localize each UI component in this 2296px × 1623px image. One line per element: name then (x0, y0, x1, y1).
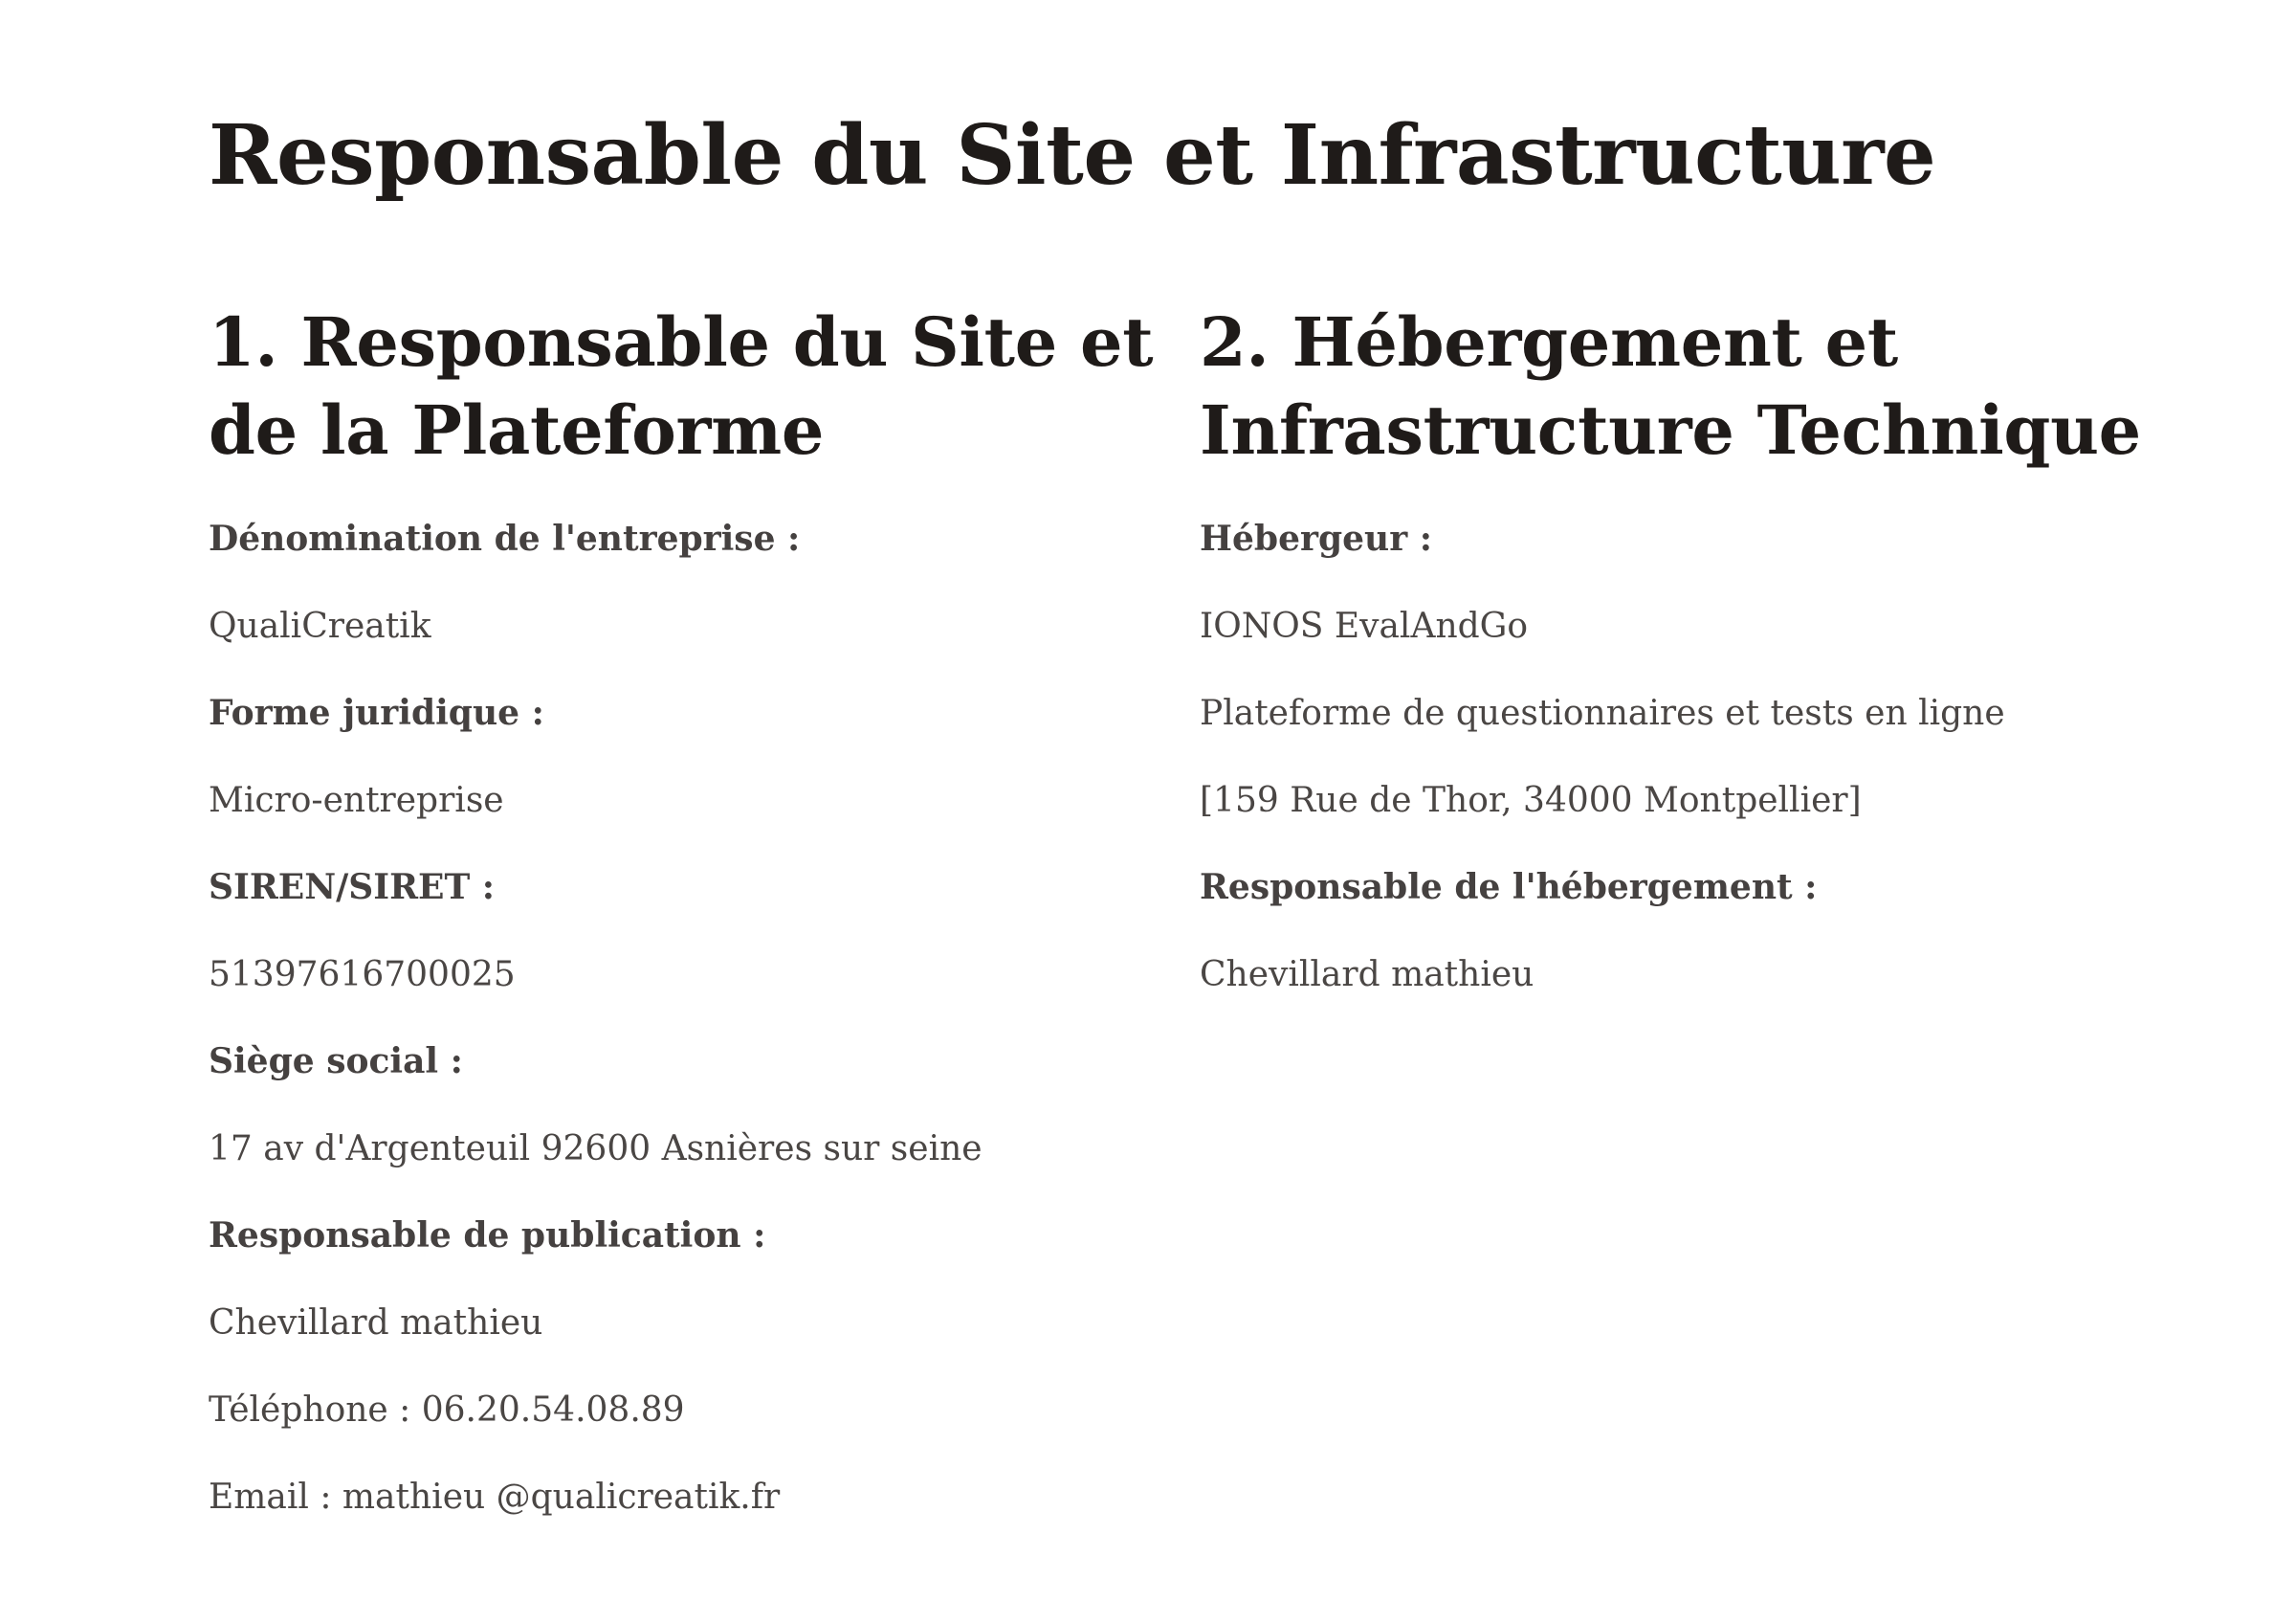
host-description-value: Plateforme de questionnaires et tests en ligne (1200, 694, 2005, 733)
company-name-label: Dénomination de l'entreprise : (209, 519, 801, 559)
company-name-value: QualiCreatik (209, 607, 431, 646)
site-owner-section (209, 299, 1165, 1517)
publication-manager-label: Responsable de publication : (209, 1215, 766, 1256)
host-name-value: IONOS EvalAndGo (1200, 607, 1529, 646)
legal-form-label: Forme juridique : (209, 693, 544, 733)
hosting-heading-line2: Infrastructure Technique (1200, 390, 2141, 470)
siren-siret-label: SIREN/SIRET : (209, 867, 496, 907)
head-office-label: Siège social : (209, 1041, 463, 1081)
site-owner-heading (209, 299, 1165, 475)
head-office-value: 17 av d'Argenteuil 92600 Asnières sur seine (209, 1129, 982, 1168)
hosting-heading (1200, 299, 2156, 475)
page-title: Responsable du Site et Infrastructure (209, 107, 1936, 204)
site-owner-details (209, 496, 982, 1541)
hosting-manager-label: Responsable de l'hébergement : (1200, 867, 1818, 907)
site-owner-heading-line2: de la Plateforme (209, 390, 825, 470)
host-label: Hébergeur : (1200, 519, 1432, 559)
legal-form-value: Micro-entreprise (209, 781, 504, 820)
hosting-manager-value: Chevillard mathieu (1200, 955, 1534, 994)
hosting-heading-line1: 2. Hébergement et (1200, 302, 1898, 382)
hosting-section (1200, 299, 2156, 994)
publication-manager-value: Chevillard mathieu (209, 1303, 543, 1343)
email-value: Email : mathieu @qualicreatik.fr (209, 1478, 781, 1517)
host-address-value: [159 Rue de Thor, 34000 Montpellier] (1200, 781, 1862, 820)
site-owner-heading-line1: 1. Responsable du Site et (209, 302, 1154, 382)
siren-siret-value: 51397616700025 (209, 955, 516, 994)
phone-value: Téléphone : 06.20.54.08.89 (209, 1390, 685, 1430)
hosting-details (1200, 496, 2005, 1018)
